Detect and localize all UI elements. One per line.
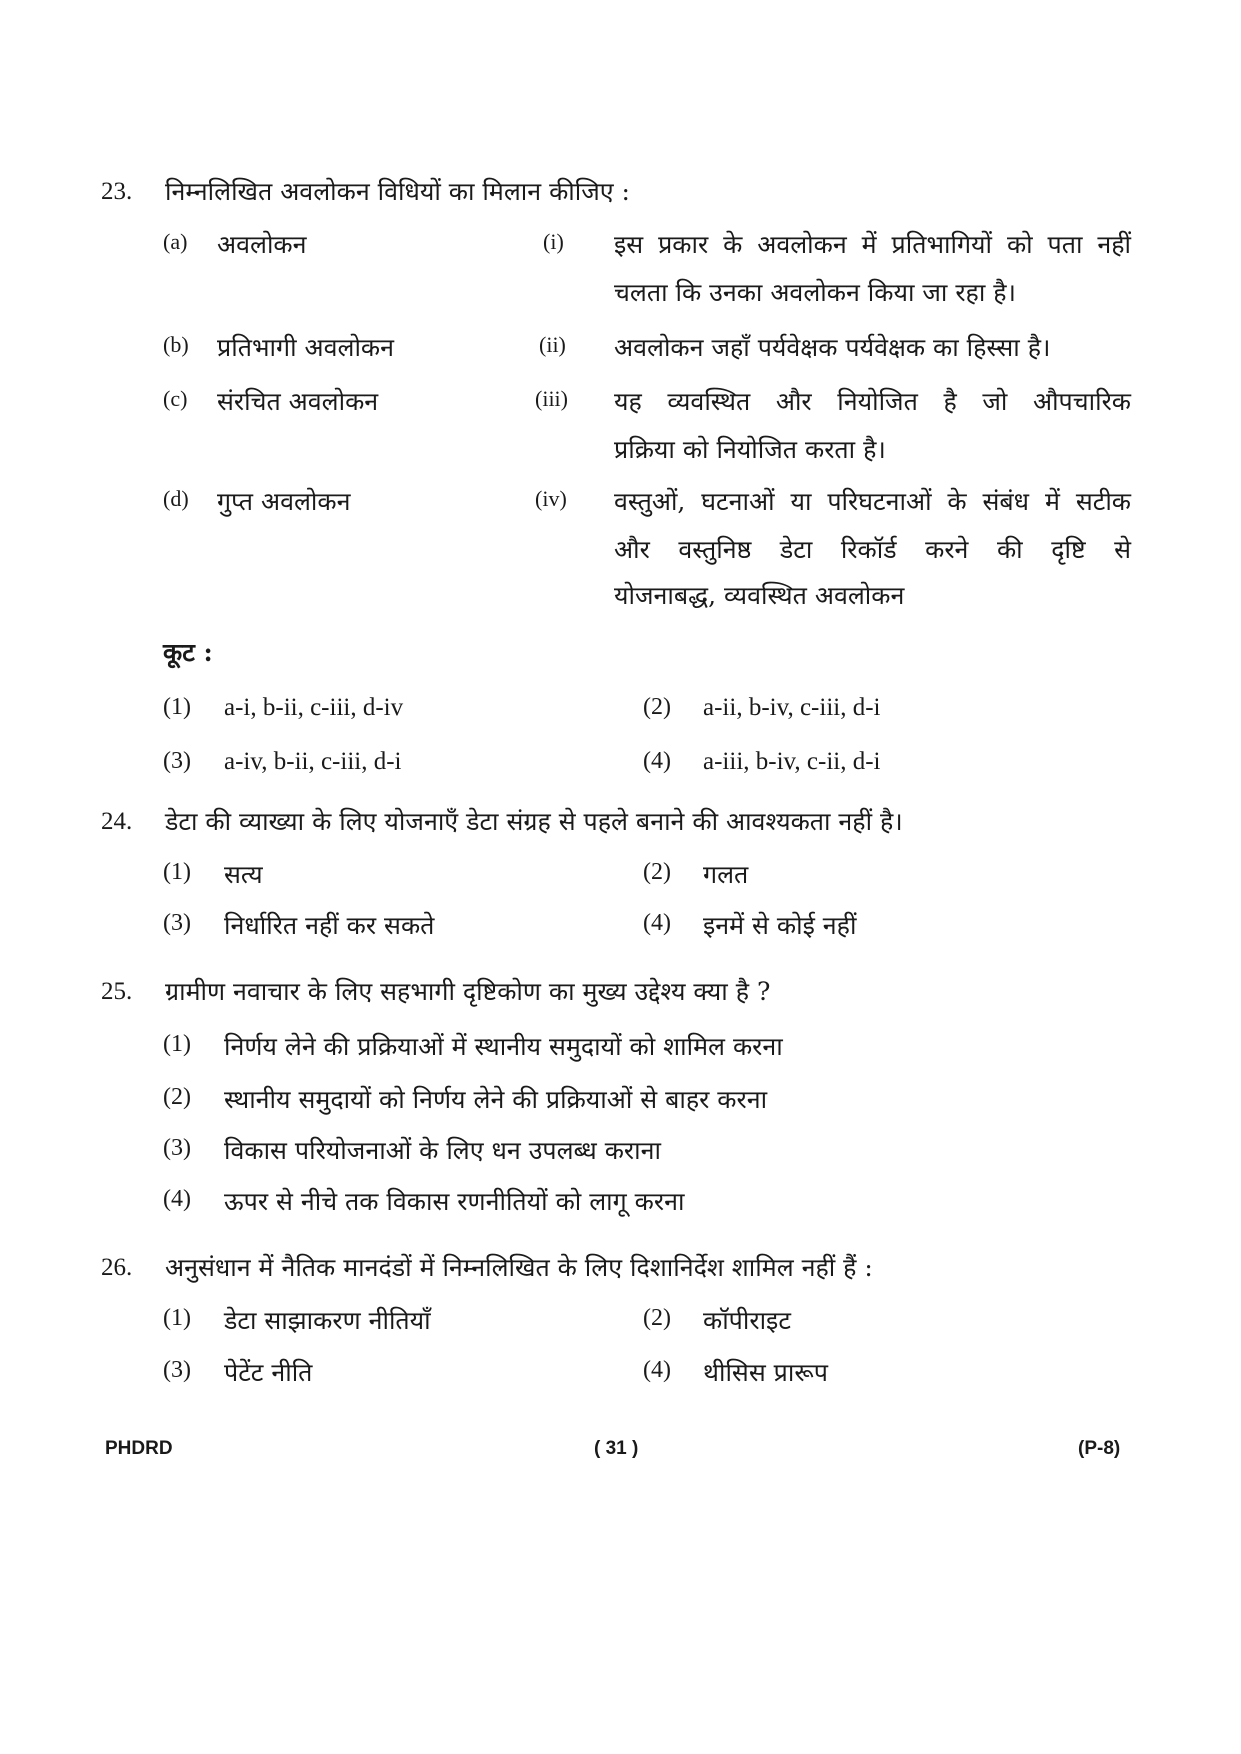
option-number: (2)	[163, 1084, 191, 1110]
match-right-line: योजनाबद्ध, व्यवस्थित अवलोकन	[614, 581, 905, 610]
match-right-label: (iv)	[535, 486, 567, 511]
option-number: (1)	[163, 1305, 191, 1331]
option-text: विकास परियोजनाओं के लिए धन उपलब्ध कराना	[224, 1136, 661, 1165]
option-number: (1)	[163, 859, 191, 885]
match-right-line: और वस्तुनिष्ठ डेटा रिकॉर्ड करने की दृष्टि से	[614, 535, 1131, 564]
match-left-label: (a)	[163, 229, 188, 254]
question-number: 23.	[101, 178, 133, 205]
option-number: (2)	[643, 1305, 671, 1331]
match-right-line: प्रक्रिया को नियोजित करता है।	[614, 435, 886, 464]
option-number: (1)	[163, 1031, 191, 1057]
option-number: (4)	[643, 748, 671, 774]
option-number: (3)	[163, 1135, 191, 1161]
footer-code: PHDRD	[105, 1438, 173, 1459]
match-right-line: वस्तुओं, घटनाओं या परिघटनाओं के संबंध में सटीक	[614, 487, 1131, 516]
option-number: (2)	[643, 859, 671, 885]
option-number: (3)	[163, 748, 191, 774]
match-left-label: (c)	[163, 386, 188, 411]
question-number: 25.	[101, 978, 133, 1005]
option-text: a-iii, b-iv, c-ii, d-i	[703, 748, 881, 775]
match-left-item: संरचित अवलोकन	[217, 387, 379, 416]
option-text: इनमें से कोई नहीं	[703, 911, 857, 940]
option-text: थीसिस प्रारूप	[703, 1358, 828, 1387]
question-number: 24.	[101, 808, 133, 835]
question-number: 26.	[101, 1254, 133, 1281]
question-text: अनुसंधान में नैतिक मानदंडों में निम्नलिखित के लिए दिशानिर्देश शामिल नहीं हैं :	[165, 1253, 873, 1282]
option-text: निर्धारित नहीं कर सकते	[224, 911, 435, 940]
question-text: ग्रामीण नवाचार के लिए सहभागी दृष्टिकोण का मुख्य उद्देश्य क्या है ?	[165, 977, 771, 1006]
match-right-label: (ii)	[539, 332, 566, 357]
option-text: कॉपीराइट	[703, 1306, 791, 1335]
option-text: स्थानीय समुदायों को निर्णय लेने की प्रक्रियाओं से बाहर करना	[224, 1085, 768, 1114]
codes-heading: कूट :	[163, 638, 213, 667]
match-left-item: अवलोकन	[217, 230, 307, 259]
match-right-line: इस प्रकार के अवलोकन में प्रतिभागियों को पता नहीं	[614, 230, 1131, 259]
option-text: निर्णय लेने की प्रक्रियाओं में स्थानीय समुदायों को शामिल करना	[224, 1032, 783, 1061]
question-text: डेटा की व्याख्या के लिए योजनाएँ डेटा संग्रह से पहले बनाने की आवश्यकता नहीं है।	[165, 807, 903, 836]
match-right-line: चलता कि उनका अवलोकन किया जा रहा है।	[614, 278, 1017, 307]
option-number: (4)	[163, 1186, 191, 1212]
option-number: (4)	[643, 910, 671, 936]
option-text: डेटा साझाकरण नीतियाँ	[224, 1306, 431, 1335]
match-left-label: (d)	[163, 486, 189, 511]
match-left-item: प्रतिभागी अवलोकन	[217, 333, 394, 362]
option-number: (4)	[643, 1357, 671, 1383]
option-text: a-i, b-ii, c-iii, d-iv	[224, 694, 404, 721]
option-text: a-iv, b-ii, c-iii, d-i	[224, 748, 402, 775]
match-left-label: (b)	[163, 332, 189, 357]
option-number: (1)	[163, 694, 191, 720]
match-right-line: अवलोकन जहाँ पर्यवेक्षक पर्यवेक्षक का हिस्सा है।	[614, 333, 1051, 362]
match-right-label: (iii)	[535, 386, 568, 411]
match-right-line: यह व्यवस्थित और नियोजित है जो औपचारिक	[614, 387, 1131, 416]
option-number: (2)	[643, 694, 671, 720]
option-text: ऊपर से नीचे तक विकास रणनीतियों को लागू करना	[224, 1187, 685, 1216]
match-right-label: (i)	[543, 229, 564, 254]
page-number: ( 31 )	[594, 1438, 639, 1459]
footer-set: (P-8)	[1078, 1438, 1121, 1459]
option-number: (3)	[163, 1357, 191, 1383]
option-text: a-ii, b-iv, c-iii, d-i	[703, 694, 881, 721]
option-text: सत्य	[224, 860, 263, 889]
option-number: (3)	[163, 910, 191, 936]
option-text: पेटेंट नीति	[224, 1358, 313, 1387]
option-text: गलत	[703, 860, 749, 889]
question-text: निम्नलिखित अवलोकन विधियों का मिलान कीजिए :	[165, 177, 630, 206]
match-left-item: गुप्त अवलोकन	[217, 487, 351, 516]
